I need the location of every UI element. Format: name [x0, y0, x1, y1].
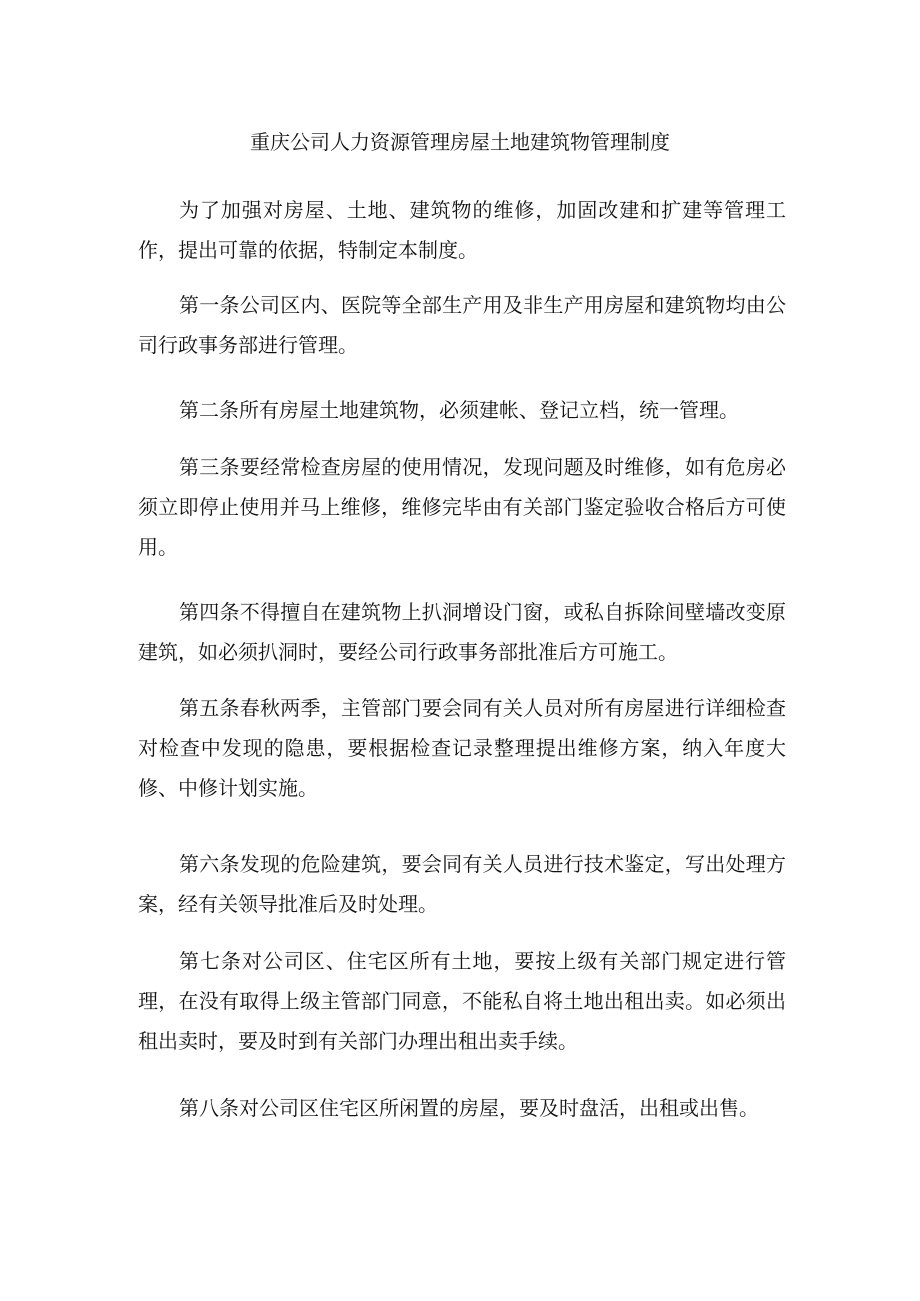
paragraph-article-8: 第八条对公司区住宅区所闲置的房屋，要及时盘活，出租或出售。 [179, 1096, 759, 1120]
paragraph-article-4: 第四条不得擅自在建筑物上扒洞增设门窗，或私自拆除间壁墙改变原建筑，如必须扒洞时，要经公司行政事务部批准后方可施工。 [138, 600, 786, 664]
paragraph-article-7: 第七条对公司区、住宅区所有土地，要按上级有关部门规定进行管理，在没有取得上级主管部门同意，不能私自将土地出租出卖。如必须出租出卖时，要及时到有关部门办理出租出卖手续。 [138, 949, 786, 1053]
paragraph-article-6: 第六条发现的危险建筑，要会同有关人员进行技术鉴定，写出处理方案，经有关领导批准后及时处理。 [138, 852, 786, 916]
paragraph-preamble: 为了加强对房屋、土地、建筑物的维修，加固改建和扩建等管理工作，提出可靠的依据，特制定本制度。 [138, 198, 786, 262]
paragraph-article-2: 第二条所有房屋土地建筑物，必须建帐、登记立档，统一管理。 [179, 398, 739, 422]
paragraph-article-3: 第三条要经常检查房屋的使用情况，发现问题及时维修，如有危房必须立即停止使用并马上维修，维修完毕由有关部门鉴定验收合格后方可使用。 [138, 455, 786, 559]
paragraph-article-1: 第一条公司区内、医院等全部生产用及非生产用房屋和建筑物均由公司行政事务部进行管理。 [138, 293, 786, 357]
paragraph-article-5: 第五条春秋两季，主管部门要会同有关人员对所有房屋进行详细检查对检查中发现的隐患，要根据检查记录整理提出维修方案，纳入年度大修、中修计划实施。 [138, 696, 786, 800]
document-title: 重庆公司人力资源管理房屋土地建筑物管理制度 [250, 130, 670, 154]
